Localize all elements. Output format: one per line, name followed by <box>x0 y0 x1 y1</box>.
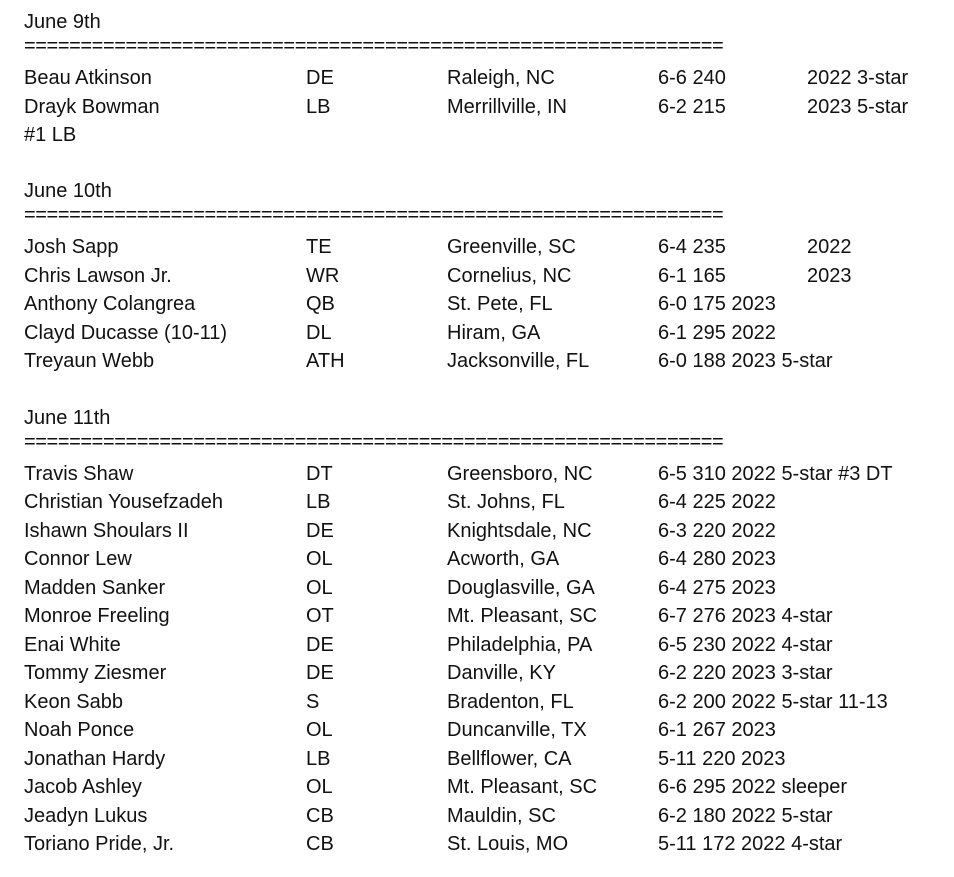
recruit-position: TE <box>306 236 332 258</box>
recruit-measurables: 5-11 220 2023 <box>658 747 786 770</box>
section-note: #1 LB <box>24 124 77 146</box>
section-spacer <box>24 376 944 404</box>
recruit-measurables: 6-7 276 2023 4-star <box>658 605 833 627</box>
recruit-hometown: St. Louis, MO <box>447 833 569 855</box>
recruit-measurables: 6-1 295 2022 <box>658 321 776 344</box>
recruit-name: Enai White <box>24 633 121 656</box>
recruit-measurables: 6-2 220 2023 3-star <box>658 662 833 684</box>
recruit-position: DE <box>306 633 334 656</box>
recruit-hometown: Mauldin, SC <box>447 804 556 827</box>
recruit-name: Tommy Ziesmer <box>24 662 167 684</box>
recruit-row <box>24 802 944 831</box>
recruit-name: Drayk Bowman <box>24 95 160 118</box>
recruit-position: WR <box>306 264 340 287</box>
recruit-row <box>24 659 944 688</box>
recruit-name: Travis Shaw <box>24 462 134 485</box>
recruit-hometown: Bradenton, FL <box>447 690 574 713</box>
recruit-measurables: 6-4 275 2023 <box>658 576 776 599</box>
recruit-name: Toriano Pride, Jr. <box>24 833 175 855</box>
recruit-measurables: 6-6 240 <box>658 67 726 89</box>
recruit-name: Anthony Colangrea <box>24 293 196 315</box>
recruit-name: Josh Sapp <box>24 236 119 258</box>
recruit-position: OT <box>306 605 334 627</box>
section-divider: ============================================================== <box>24 205 724 226</box>
visit-schedule-document <box>24 8 944 859</box>
recruit-name: Monroe Freeling <box>24 605 170 627</box>
recruit-row <box>24 233 944 262</box>
recruit-measurables: 6-4 280 2023 <box>658 548 776 570</box>
section-date-heading: June 10th <box>24 180 112 202</box>
recruit-hometown: Greensboro, NC <box>447 462 593 485</box>
recruit-row <box>24 93 944 122</box>
recruit-row <box>24 347 944 376</box>
recruit-row <box>24 488 944 517</box>
recruit-name: Madden Sanker <box>24 576 166 599</box>
recruit-hometown: St. Pete, FL <box>447 293 553 315</box>
recruit-row <box>24 631 944 660</box>
recruit-measurables: 6-2 215 <box>658 95 726 118</box>
recruit-position: ATH <box>306 350 345 372</box>
recruit-hometown: Cornelius, NC <box>447 264 572 287</box>
recruit-name: Jonathan Hardy <box>24 747 166 770</box>
recruit-position: DL <box>306 321 332 344</box>
recruit-measurables: 6-0 188 2023 5-star <box>658 350 833 372</box>
recruit-measurables: 6-2 200 2022 5-star 11-13 <box>658 690 888 713</box>
recruit-measurables: 6-6 295 2022 sleeper <box>658 776 848 798</box>
recruit-name: Ishawn Shoulars II <box>24 519 189 542</box>
recruit-name: Connor Lew <box>24 548 132 570</box>
recruit-hometown: Raleigh, NC <box>447 67 555 89</box>
recruit-position: LB <box>306 95 331 118</box>
recruit-name: Beau Atkinson <box>24 67 152 89</box>
recruit-row <box>24 602 944 631</box>
recruit-row <box>24 64 944 93</box>
recruit-hometown: Merrillville, IN <box>447 95 567 118</box>
recruit-measurables: 6-1 165 <box>658 264 726 287</box>
recruit-row <box>24 290 944 319</box>
recruit-hometown: Douglasville, GA <box>447 576 595 599</box>
recruit-position: OL <box>306 776 333 798</box>
recruit-hometown: Jacksonville, FL <box>447 350 590 372</box>
recruit-measurables: 6-2 180 2022 5-star <box>658 804 833 827</box>
recruit-name: Jeadyn Lukus <box>24 804 148 827</box>
recruit-position: S <box>306 690 320 713</box>
recruit-position: DE <box>306 67 334 89</box>
recruit-row <box>24 262 944 291</box>
recruit-measurables: 6-5 310 2022 5-star #3 DT <box>658 462 893 485</box>
recruit-row <box>24 688 944 717</box>
recruit-measurables: 6-5 230 2022 4-star <box>658 633 833 656</box>
recruit-name: Keon Sabb <box>24 690 123 713</box>
section-spacer <box>24 149 944 177</box>
recruit-row <box>24 773 944 802</box>
recruit-measurables: 5-11 172 2022 4-star <box>658 833 843 855</box>
recruit-row <box>24 545 944 574</box>
recruit-position: DE <box>306 662 334 684</box>
recruit-position: OL <box>306 576 333 599</box>
recruit-row <box>24 574 944 603</box>
recruit-row <box>24 460 944 489</box>
section-date-heading: June 11th <box>24 406 111 429</box>
recruit-position: LB <box>306 747 331 770</box>
recruit-row <box>24 517 944 546</box>
recruit-hometown: St. Johns, FL <box>447 491 565 513</box>
recruit-hometown: Duncanville, TX <box>447 719 587 741</box>
recruit-hometown: Mt. Pleasant, SC <box>447 776 598 798</box>
recruit-hometown: Philadelphia, PA <box>447 633 593 656</box>
recruit-name: Noah Ponce <box>24 719 135 741</box>
recruit-name: Christian Yousefzadeh <box>24 491 224 513</box>
recruit-position: DT <box>306 462 333 485</box>
recruit-position: QB <box>306 293 335 315</box>
recruit-row <box>24 830 944 859</box>
recruit-position: DE <box>306 519 334 542</box>
recruit-row <box>24 716 944 745</box>
recruit-class-rating: 2022 <box>807 236 852 258</box>
recruit-hometown: Mt. Pleasant, SC <box>447 605 598 627</box>
recruit-name: Chris Lawson Jr. <box>24 264 172 287</box>
recruit-position: OL <box>306 719 333 741</box>
section-date-heading: June 9th <box>24 11 101 33</box>
recruit-measurables: 6-0 175 2023 <box>658 293 776 315</box>
recruit-measurables: 6-4 235 <box>658 236 726 258</box>
recruit-hometown: Knightsdale, NC <box>447 519 592 542</box>
recruit-measurables: 6-1 267 2023 <box>658 719 776 741</box>
recruit-measurables: 6-3 220 2022 <box>658 519 776 542</box>
recruit-class-rating: 2023 5-star <box>807 95 909 118</box>
section-divider: ============================================================== <box>24 36 724 57</box>
recruit-name: Jacob Ashley <box>24 776 142 798</box>
recruit-position: OL <box>306 548 333 570</box>
recruit-hometown: Acworth, GA <box>447 548 560 570</box>
recruit-class-rating: 2023 <box>807 264 852 287</box>
recruit-name: Treyaun Webb <box>24 350 155 372</box>
recruit-class-rating: 2022 3-star <box>807 67 909 89</box>
recruit-hometown: Bellflower, CA <box>447 747 572 770</box>
recruit-measurables: 6-4 225 2022 <box>658 491 776 513</box>
recruit-position: CB <box>306 833 334 855</box>
recruit-hometown: Greenville, SC <box>447 236 576 258</box>
section-divider: ============================================================== <box>24 431 724 453</box>
recruit-hometown: Hiram, GA <box>447 321 541 344</box>
recruit-hometown: Danville, KY <box>447 662 556 684</box>
recruit-position: CB <box>306 804 334 827</box>
recruit-name: Clayd Ducasse (10-11) <box>24 321 228 344</box>
recruit-position: LB <box>306 491 331 513</box>
recruit-row <box>24 745 944 774</box>
recruit-row <box>24 319 944 348</box>
